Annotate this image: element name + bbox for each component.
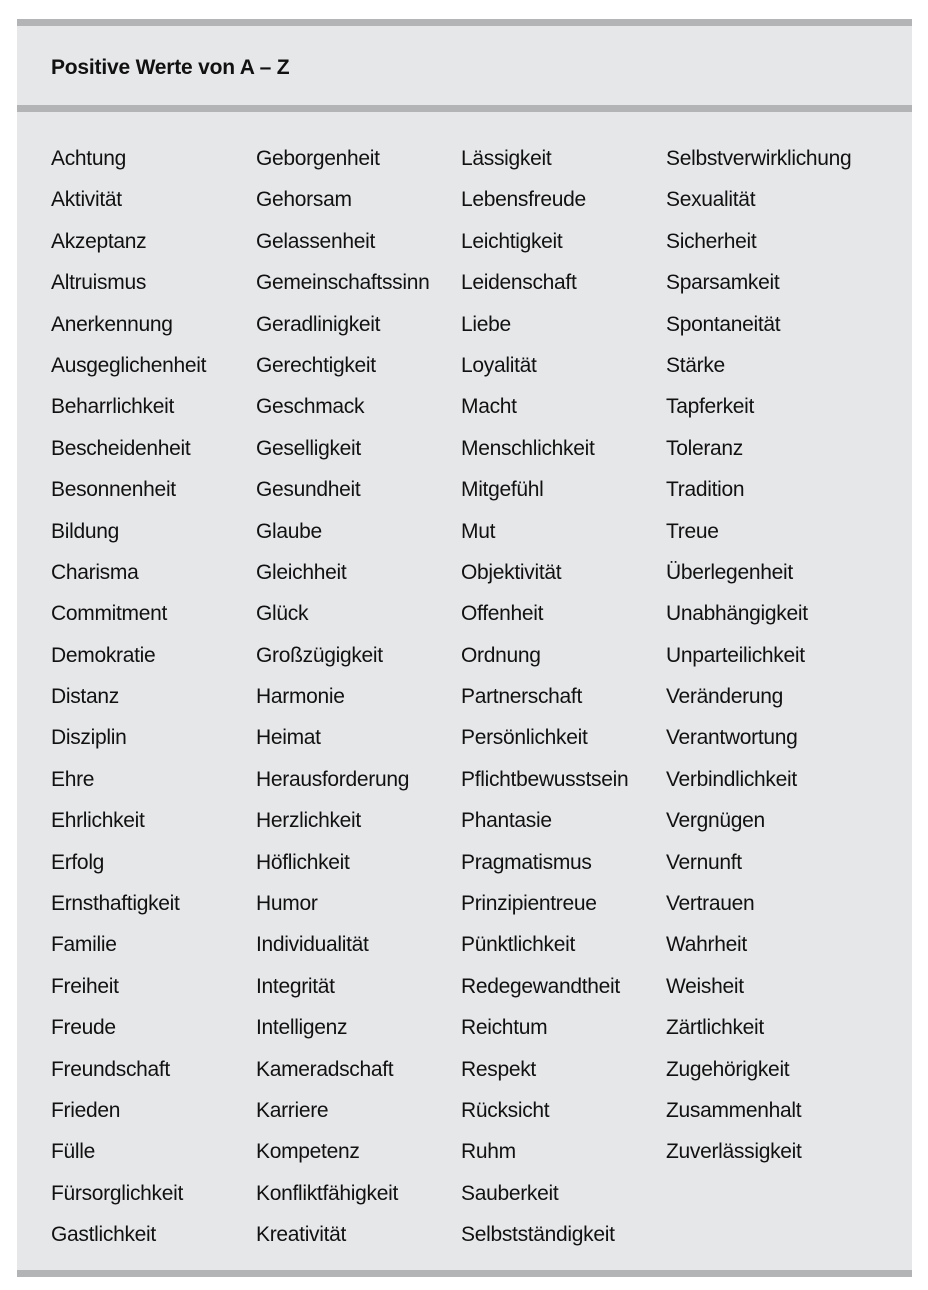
value-item: Objektivität [461, 560, 562, 584]
value-item: Höflichkeit [256, 850, 350, 874]
value-item: Demokratie [51, 643, 156, 667]
value-item: Partnerschaft [461, 685, 582, 709]
value-item: Redegewandtheit [461, 974, 620, 998]
value-item: Pünktlichkeit [461, 933, 575, 957]
value-item: Prinzipientreue [461, 892, 597, 916]
value-item: Sicherheit [666, 229, 757, 253]
bottom-rule [17, 1270, 912, 1277]
value-item: Freundschaft [51, 1057, 170, 1081]
value-item: Pragmatismus [461, 850, 592, 874]
value-item: Gesundheit [256, 478, 361, 502]
value-item: Vertrauen [666, 892, 755, 916]
value-item: Toleranz [666, 436, 743, 460]
value-item: Sparsamkeit [666, 271, 780, 295]
value-item: Treue [666, 519, 719, 543]
value-item: Verbindlichkeit [666, 767, 797, 791]
value-item: Fülle [51, 1140, 96, 1164]
value-item: Erfolg [51, 850, 105, 874]
value-item: Offenheit [461, 602, 544, 626]
value-item: Großzügigkeit [256, 643, 383, 667]
value-item: Tapferkeit [666, 395, 755, 419]
value-item: Geselligkeit [256, 436, 361, 460]
values-column-4 [666, 138, 851, 1173]
value-item: Vernunft [666, 850, 742, 874]
value-item: Respekt [461, 1057, 536, 1081]
value-item: Harmonie [256, 685, 345, 709]
value-item: Menschlichkeit [461, 436, 595, 460]
value-item: Spontaneität [666, 312, 781, 336]
value-item: Charisma [51, 560, 139, 584]
value-item: Besonnenheit [51, 478, 176, 502]
value-item: Gerechtigkeit [256, 353, 376, 377]
value-item: Gelassenheit [256, 229, 375, 253]
box-title: Positive Werte von A – Z [51, 56, 290, 79]
value-item: Reichtum [461, 1016, 548, 1040]
value-item: Veränderung [666, 685, 783, 709]
value-item: Ordnung [461, 643, 541, 667]
value-item: Stärke [666, 353, 725, 377]
value-item: Commitment [51, 602, 168, 626]
value-item: Akzeptanz [51, 229, 147, 253]
value-item: Anerkennung [51, 312, 173, 336]
value-item: Freude [51, 1016, 116, 1040]
value-item: Mitgefühl [461, 478, 544, 502]
value-item: Zärtlichkeit [666, 1016, 764, 1040]
value-item: Kompetenz [256, 1140, 360, 1164]
value-item: Wahrheit [666, 933, 747, 957]
value-item: Pflichtbewusstsein [461, 767, 629, 791]
value-item: Altruismus [51, 271, 147, 295]
value-item: Ehre [51, 767, 95, 791]
value-item: Zuverlässigkeit [666, 1140, 802, 1164]
value-item: Beharrlichkeit [51, 395, 175, 419]
value-item: Persönlichkeit [461, 726, 588, 750]
value-item: Liebe [461, 312, 511, 336]
value-item: Frieden [51, 1098, 121, 1122]
value-item: Geschmack [256, 395, 365, 419]
value-item: Verantwortung [666, 726, 798, 750]
value-item: Fürsorglichkeit [51, 1181, 184, 1205]
value-item: Sauberkeit [461, 1181, 559, 1205]
value-item: Individualität [256, 933, 369, 957]
value-item: Aktivität [51, 188, 122, 212]
value-item: Integrität [256, 974, 335, 998]
value-item: Heimat [256, 726, 321, 750]
header-rule [17, 105, 912, 112]
value-item: Unparteilichkeit [666, 643, 805, 667]
value-item: Intelligenz [256, 1016, 348, 1040]
value-item: Kameradschaft [256, 1057, 394, 1081]
value-item: Zugehörigkeit [666, 1057, 790, 1081]
value-item: Weisheit [666, 974, 744, 998]
value-item: Leidenschaft [461, 271, 577, 295]
value-item: Bildung [51, 519, 119, 543]
value-item: Konfliktfähigkeit [256, 1181, 398, 1205]
value-item: Rücksicht [461, 1098, 550, 1122]
value-item: Selbstständigkeit [461, 1223, 615, 1247]
value-item: Ausgeglichenheit [51, 353, 207, 377]
top-rule [17, 19, 912, 26]
value-item: Tradition [666, 478, 745, 502]
value-item: Gleichheit [256, 560, 347, 584]
value-item: Ernsthaftigkeit [51, 892, 180, 916]
value-item: Glaube [256, 519, 322, 543]
values-column-1 [51, 138, 206, 1256]
value-item: Leichtigkeit [461, 229, 563, 253]
value-item: Achtung [51, 147, 126, 170]
value-item: Glück [256, 602, 309, 626]
value-item: Gemeinschaftssinn [256, 271, 430, 295]
value-item: Ruhm [461, 1140, 516, 1164]
value-item: Ehrlichkeit [51, 809, 145, 833]
value-item: Unabhängigkeit [666, 602, 808, 626]
value-item: Lässigkeit [461, 147, 552, 170]
value-item: Bescheidenheit [51, 436, 191, 460]
value-item: Phantasie [461, 809, 552, 833]
value-item: Gastlichkeit [51, 1223, 156, 1247]
value-item: Gehorsam [256, 188, 352, 212]
value-item: Karriere [256, 1098, 329, 1122]
value-item: Herausforderung [256, 767, 410, 791]
value-item: Sexualität [666, 188, 756, 212]
value-item: Macht [461, 395, 517, 419]
values-column-3 [461, 138, 628, 1256]
value-item: Humor [256, 892, 318, 916]
value-item: Geborgenheit [256, 147, 380, 170]
value-item: Geradlinigkeit [256, 312, 381, 336]
value-item: Herzlichkeit [256, 809, 361, 833]
value-item: Loyalität [461, 353, 537, 377]
values-column-2 [256, 138, 429, 1256]
value-item: Selbstverwirklichung [666, 147, 852, 170]
value-item: Mut [461, 519, 496, 543]
value-item: Vergnügen [666, 809, 765, 833]
value-item: Familie [51, 933, 117, 957]
value-item: Distanz [51, 685, 119, 709]
value-item: Freiheit [51, 974, 119, 998]
value-item: Überlegenheit [666, 560, 793, 584]
value-item: Kreativität [256, 1223, 347, 1247]
value-item: Lebensfreude [461, 188, 586, 212]
value-item: Disziplin [51, 726, 127, 750]
value-item: Zusammenhalt [666, 1098, 802, 1122]
values-box [17, 19, 912, 1277]
